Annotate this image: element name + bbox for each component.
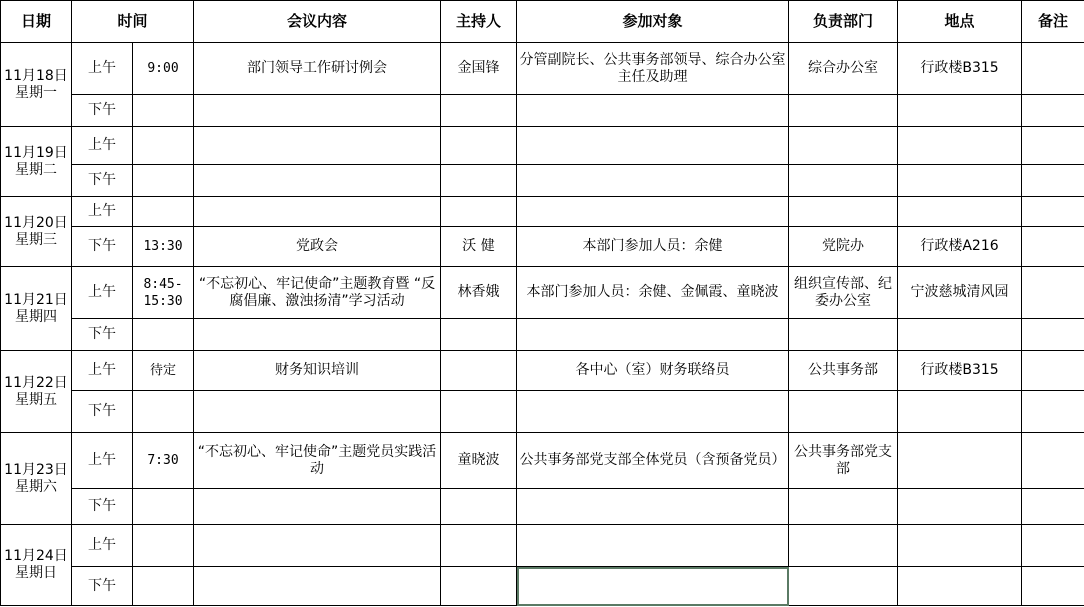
table-row — [1, 351, 1084, 391]
time-cell[interactable] — [133, 197, 194, 227]
period-cell[interactable]: 上午 — [72, 351, 133, 391]
period-cell[interactable]: 下午 — [72, 567, 133, 606]
content-cell[interactable] — [194, 165, 441, 197]
header-row — [1, 1, 1084, 43]
period-cell[interactable]: 下午 — [72, 391, 133, 433]
content-cell[interactable]: 党政会 — [194, 227, 441, 267]
table-row — [1, 567, 1084, 606]
location-cell[interactable] — [898, 197, 1022, 227]
content-cell[interactable] — [194, 489, 441, 525]
note-cell[interactable] — [1022, 127, 1084, 165]
department-cell[interactable]: 党院办 — [789, 227, 898, 267]
note-cell[interactable] — [1022, 43, 1084, 95]
period-cell[interactable]: 下午 — [72, 319, 133, 351]
time-cell[interactable] — [133, 525, 194, 567]
host-cell[interactable] — [441, 127, 517, 165]
department-cell[interactable] — [789, 197, 898, 227]
content-cell[interactable] — [194, 197, 441, 227]
content-cell[interactable] — [194, 127, 441, 165]
department-cell[interactable] — [789, 127, 898, 165]
header-note[interactable]: 备注 — [1022, 1, 1084, 43]
header-content[interactable]: 会议内容 — [194, 1, 441, 43]
time-cell[interactable] — [133, 127, 194, 165]
time-cell[interactable]: 8:45-15:30 — [133, 267, 194, 319]
time-cell[interactable] — [133, 391, 194, 433]
participants-cell[interactable] — [517, 525, 789, 567]
weekday-label: 星期日 — [15, 565, 57, 581]
date-label: 11月20日 — [4, 214, 68, 231]
note-cell[interactable] — [1022, 567, 1084, 606]
weekday-label: 星期四 — [15, 308, 57, 325]
content-cell[interactable] — [194, 95, 441, 127]
participants-cell[interactable] — [517, 197, 789, 227]
location-cell[interactable]: 行政楼B315 — [898, 43, 1022, 95]
department-cell[interactable]: 综合办公室 — [789, 43, 898, 95]
location-cell[interactable]: 行政楼A216 — [898, 227, 1022, 267]
content-cell[interactable] — [194, 319, 441, 351]
time-cell[interactable] — [133, 567, 194, 606]
header-time[interactable]: 时间 — [72, 1, 194, 43]
period-cell[interactable]: 下午 — [72, 95, 133, 127]
host-cell[interactable] — [441, 197, 517, 227]
header-location[interactable]: 地点 — [898, 1, 1022, 43]
content-cell[interactable] — [194, 391, 441, 433]
location-cell[interactable]: 宁波慈城清风园 — [898, 267, 1022, 319]
weekday-label: 星期二 — [15, 161, 57, 178]
host-cell[interactable] — [441, 165, 517, 197]
date-label: 11月22日 — [4, 374, 68, 391]
period-cell[interactable]: 上午 — [72, 525, 133, 567]
table-row — [1, 433, 1084, 489]
period-cell[interactable]: 上午 — [72, 197, 133, 227]
participants-cell[interactable]: 本部门参加人员：余健 — [517, 227, 789, 267]
participants-cell[interactable] — [517, 391, 789, 433]
note-cell[interactable] — [1022, 227, 1084, 267]
weekday-label: 星期五 — [15, 391, 57, 408]
table-row — [1, 319, 1084, 351]
table-row — [1, 391, 1084, 433]
weekday-label: 星期六 — [15, 478, 57, 495]
note-cell[interactable] — [1022, 319, 1084, 351]
time-cell[interactable] — [133, 165, 194, 197]
note-cell[interactable] — [1022, 165, 1084, 197]
time-cell[interactable] — [133, 319, 194, 351]
table-row — [1, 43, 1084, 95]
host-cell[interactable] — [441, 319, 517, 351]
table-row — [1, 127, 1084, 165]
host-cell[interactable]: 林香娥 — [441, 267, 517, 319]
content-cell[interactable] — [194, 525, 441, 567]
content-cell[interactable]: 部门领导工作研讨例会 — [194, 43, 441, 95]
participants-cell[interactable] — [517, 319, 789, 351]
department-cell[interactable]: 公共事务部党支部 — [789, 433, 898, 489]
time-cell[interactable]: 待定 — [133, 351, 194, 391]
location-cell[interactable] — [898, 525, 1022, 567]
participants-cell[interactable] — [517, 127, 789, 165]
department-cell[interactable] — [789, 319, 898, 351]
location-cell[interactable] — [898, 95, 1022, 127]
period-cell[interactable]: 上午 — [72, 433, 133, 489]
date-label: 11月23日 — [4, 461, 68, 478]
weekday-label: 星期三 — [15, 231, 57, 248]
table-row — [1, 197, 1084, 227]
date-cell[interactable] — [1, 433, 72, 525]
table-row — [1, 227, 1084, 267]
period-cell[interactable]: 下午 — [72, 165, 133, 197]
participants-cell[interactable]: 公共事务部党支部全体党员（含预备党员） — [517, 433, 789, 489]
department-cell[interactable]: 公共事务部 — [789, 351, 898, 391]
department-cell[interactable] — [789, 391, 898, 433]
participants-cell[interactable] — [517, 165, 789, 197]
department-cell[interactable] — [789, 489, 898, 525]
content-cell[interactable]: 财务知识培训 — [194, 351, 441, 391]
time-cell[interactable] — [133, 489, 194, 525]
content-cell[interactable]: “不忘初心、牢记使命”主题教育暨 “反腐倡廉、激浊扬清”学习活动 — [194, 267, 441, 319]
date-cell[interactable] — [1, 351, 72, 433]
host-cell[interactable] — [441, 525, 517, 567]
host-cell[interactable] — [441, 95, 517, 127]
content-cell[interactable] — [194, 567, 441, 606]
host-cell[interactable] — [441, 391, 517, 433]
content-cell[interactable]: “不忘初心、牢记使命”主题党员实践活动 — [194, 433, 441, 489]
date-cell[interactable] — [1, 127, 72, 197]
location-cell[interactable] — [898, 567, 1022, 606]
participants-cell[interactable]: 各中心（室）财务联络员 — [517, 351, 789, 391]
department-cell[interactable] — [789, 95, 898, 127]
table-row — [1, 489, 1084, 525]
host-cell[interactable] — [441, 489, 517, 525]
time-cell[interactable]: 7:30 — [133, 433, 194, 489]
date-label: 11月18日 — [4, 67, 68, 84]
time-cell[interactable] — [133, 95, 194, 127]
department-cell[interactable] — [789, 567, 898, 606]
participants-cell[interactable]: 本部门参加人员：余健、金佩霞、童晓波 — [517, 267, 789, 319]
period-cell[interactable]: 下午 — [72, 489, 133, 525]
table-row — [1, 525, 1084, 567]
header-department[interactable]: 负责部门 — [789, 1, 898, 43]
department-cell[interactable] — [789, 525, 898, 567]
time-cell[interactable]: 13:30 — [133, 227, 194, 267]
host-cell[interactable]: 金国锋 — [441, 43, 517, 95]
participants-cell[interactable]: 分管副院长、公共事务部领导、综合办公室主任及助理 — [517, 43, 789, 95]
location-cell[interactable] — [898, 127, 1022, 165]
note-cell[interactable] — [1022, 351, 1084, 391]
note-cell[interactable] — [1022, 525, 1084, 567]
note-cell[interactable] — [1022, 489, 1084, 525]
location-cell[interactable] — [898, 391, 1022, 433]
period-cell[interactable]: 上午 — [72, 267, 133, 319]
date-cell[interactable] — [1, 525, 72, 606]
host-cell[interactable]: 童晓波 — [441, 433, 517, 489]
table-row — [1, 267, 1084, 319]
note-cell[interactable] — [1022, 95, 1084, 127]
location-cell[interactable] — [898, 489, 1022, 525]
department-cell[interactable] — [789, 165, 898, 197]
weekday-label: 星期一 — [15, 84, 57, 101]
period-cell[interactable]: 上午 — [72, 127, 133, 165]
note-cell[interactable] — [1022, 433, 1084, 489]
host-cell[interactable] — [441, 351, 517, 391]
note-cell[interactable] — [1022, 197, 1084, 227]
time-cell[interactable]: 9:00 — [133, 43, 194, 95]
department-cell[interactable]: 组织宣传部、纪委办公室 — [789, 267, 898, 319]
period-cell[interactable]: 上午 — [72, 43, 133, 95]
host-cell[interactable] — [441, 567, 517, 606]
participants-cell-selected[interactable] — [517, 567, 789, 606]
location-cell[interactable] — [898, 433, 1022, 489]
date-label: 11月24日 — [4, 548, 68, 564]
header-participants[interactable]: 参加对象 — [517, 1, 789, 43]
date-cell[interactable] — [1, 267, 72, 351]
date-label: 11月19日 — [4, 144, 68, 161]
table-row — [1, 165, 1084, 197]
location-cell[interactable] — [898, 165, 1022, 197]
participants-cell[interactable] — [517, 489, 789, 525]
location-cell[interactable] — [898, 319, 1022, 351]
host-cell[interactable]: 沃 健 — [441, 227, 517, 267]
note-cell[interactable] — [1022, 267, 1084, 319]
note-cell[interactable] — [1022, 391, 1084, 433]
date-label: 11月21日 — [4, 291, 68, 308]
date-cell[interactable] — [1, 197, 72, 267]
period-cell[interactable]: 下午 — [72, 227, 133, 267]
participants-cell[interactable] — [517, 95, 789, 127]
table-row — [1, 95, 1084, 127]
date-cell[interactable] — [1, 43, 72, 127]
header-date[interactable]: 日期 — [1, 1, 72, 43]
header-host[interactable]: 主持人 — [441, 1, 517, 43]
location-cell[interactable]: 行政楼B315 — [898, 351, 1022, 391]
